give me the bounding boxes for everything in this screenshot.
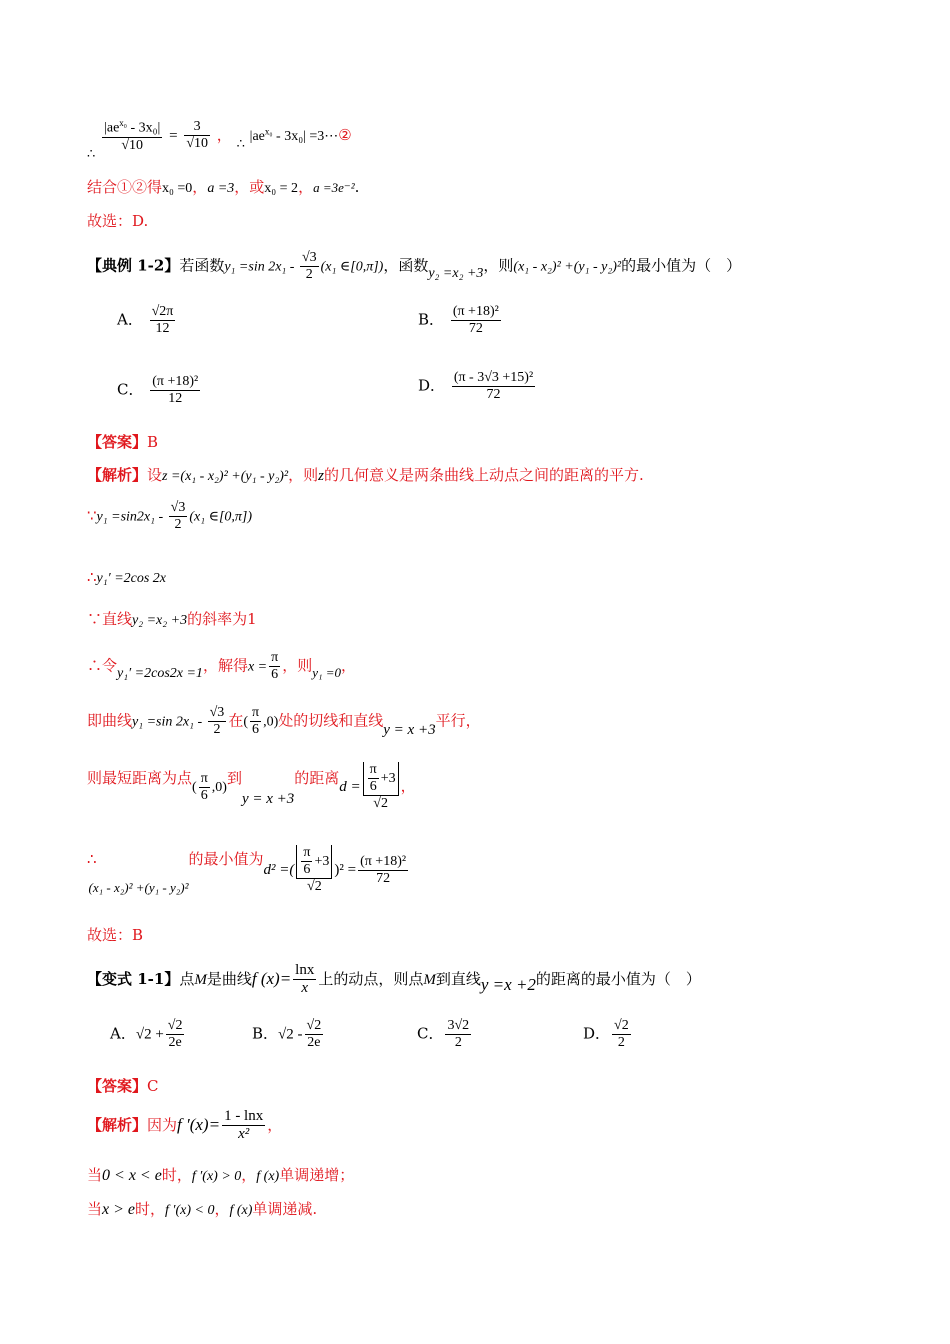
- sol-text-1: 设: [147, 466, 163, 484]
- solution-2-header: [87, 1108, 282, 1144]
- option-pre: √2 -: [278, 1026, 303, 1043]
- option-label: C．: [117, 380, 144, 399]
- answer-1: [87, 433, 158, 451]
- answer-value: C: [147, 1077, 159, 1095]
- d-eq: d =: [339, 779, 361, 796]
- option-label: B．: [252, 1024, 279, 1043]
- option-num: 3√2: [445, 1018, 471, 1035]
- v-num: lnx: [293, 962, 316, 980]
- option-num: √2: [305, 1018, 324, 1035]
- slope-text: 的斜率为1: [187, 610, 257, 628]
- option-num: √2π: [150, 304, 176, 321]
- option-num: (π +18)²: [451, 304, 501, 321]
- option-label: A．: [117, 310, 143, 329]
- fraction-lhs: [102, 118, 162, 154]
- d2-eq: d² =(: [263, 862, 295, 879]
- option-den: 72: [468, 321, 483, 337]
- sqrt3: √3: [208, 705, 227, 722]
- pt-l: (: [192, 780, 197, 796]
- fraction-rhs: [184, 119, 210, 152]
- x0-eq-0: x₀ =0: [162, 181, 193, 196]
- v-text-4: 到直线: [435, 969, 481, 988]
- because: ∵: [87, 506, 97, 525]
- solution-line-4: [87, 650, 356, 683]
- line-1: [87, 118, 352, 162]
- option-num: (π - 3√3 +15)²: [452, 370, 535, 387]
- time-text: 时，: [161, 1166, 192, 1184]
- v-M2: M: [423, 971, 436, 988]
- var-option-c: [417, 1018, 473, 1051]
- text-combine: 结合①②得: [87, 178, 163, 196]
- answer-tag: 【答案】: [87, 1077, 148, 1095]
- circled-2: ②: [338, 125, 352, 144]
- sol-z: z: [318, 468, 324, 484]
- equals: =: [169, 127, 178, 144]
- x-eq: x =: [247, 659, 268, 675]
- six: 6: [271, 667, 279, 683]
- option-frac: [150, 374, 200, 407]
- pi: π: [301, 845, 312, 862]
- sqrt3-frac: [169, 500, 188, 533]
- v-frac: [293, 962, 316, 998]
- lhs-num-rest: - 3x₀|: [126, 120, 161, 136]
- option-frac: [166, 1018, 185, 1051]
- abs-exp: x₀: [264, 126, 273, 137]
- therefore: ∴: [87, 568, 97, 586]
- rhs-num: 3: [184, 119, 210, 136]
- result-frac: [358, 854, 408, 887]
- option-den: 12: [155, 321, 170, 337]
- q-func-2: y₂ =x₂ +3: [428, 265, 484, 281]
- then-text: ，则: [282, 656, 313, 675]
- x0-eq-2: x₀ = 2: [264, 181, 299, 196]
- distance-frac: [363, 762, 399, 812]
- comma: ，: [267, 1115, 283, 1134]
- comma: ，: [341, 656, 357, 675]
- domain: (x₁ ∈[0,π]): [189, 509, 253, 525]
- sqrt3-frac: [208, 705, 227, 738]
- pi: π: [250, 705, 261, 722]
- option-frac: [612, 1018, 631, 1051]
- min-text: 的最小值为: [188, 850, 264, 869]
- var-option-b: [252, 1018, 325, 1051]
- sep3: ，: [298, 178, 314, 196]
- expr: (x₁ - x₂)² +(y₁ - y₂)²: [88, 880, 189, 896]
- pi-6-frac: [250, 705, 261, 738]
- v-M: M: [194, 971, 207, 988]
- q-sqrt3: √3: [300, 250, 319, 267]
- example-tag: 【典例 1-2】: [87, 256, 180, 275]
- v-text-3: 上的动点，则点: [318, 969, 424, 988]
- six: 6: [303, 862, 311, 878]
- lhs-den: √10: [121, 137, 144, 153]
- solution-line-1: [87, 500, 252, 533]
- derivative: y₁′ =2cos 2x: [96, 571, 167, 586]
- comma: ，: [216, 125, 232, 144]
- sep1: ，: [192, 178, 208, 196]
- option-c: [117, 374, 202, 407]
- option-b: [418, 304, 503, 337]
- when-text: 当: [87, 1166, 103, 1184]
- sol-func: f ′(x)=: [177, 1114, 221, 1134]
- v-text-5: 的距离的最小值为（ ）: [535, 969, 701, 988]
- sqrt3: √3: [169, 500, 188, 517]
- line-eq: y = x +3: [241, 791, 295, 808]
- v-text-1: 点: [179, 969, 195, 988]
- option-den: 2: [617, 1035, 625, 1051]
- sol-text-1: 因为: [147, 1115, 178, 1134]
- solution-line-2: [87, 568, 166, 588]
- six: 6: [252, 722, 260, 738]
- option-label: B．: [418, 310, 445, 329]
- rhs-den: √10: [186, 136, 209, 152]
- a-eq-3e: a =3e⁻²: [313, 180, 355, 195]
- solve-text: ，解得: [202, 656, 248, 675]
- line-eq: y₂ =x₂ +3: [132, 613, 188, 628]
- f-x: f (x): [256, 1169, 280, 1184]
- when-text: 当: [87, 1200, 103, 1218]
- sol-num: 1 - lnx: [222, 1108, 265, 1126]
- abs-expr: |ae: [249, 128, 265, 144]
- line-3: 故选：D.: [87, 212, 149, 230]
- option-frac: [445, 1018, 471, 1051]
- solution-line-5: [87, 705, 481, 738]
- option-frac: [305, 1018, 324, 1051]
- v-line: y =x +2: [480, 974, 536, 994]
- answer-value: B: [147, 433, 159, 451]
- plus-3: +3: [380, 770, 396, 786]
- abs-expression: [249, 126, 339, 144]
- squared-eq: )² =: [334, 862, 357, 879]
- answer-tag: 【答案】: [87, 433, 148, 451]
- because-line: ∵直线: [87, 610, 133, 628]
- shortest-text: 则最短距离为点: [87, 769, 193, 788]
- solution-tag: 【解析】: [87, 1115, 148, 1134]
- variation-tag: 【变式 1-1】: [87, 969, 180, 988]
- curve-text: 即曲线: [87, 711, 133, 730]
- two: 2: [174, 517, 182, 533]
- option-label: D．: [418, 376, 446, 395]
- pt-r: ,0): [211, 780, 227, 796]
- pt-l: (: [243, 714, 248, 730]
- q-two: 2: [305, 267, 313, 283]
- option-den: 2: [454, 1035, 462, 1051]
- var-option-a: [110, 1018, 186, 1051]
- sol-expr: z =(x₁ - x₂)² +(y₁ - y₂)²: [162, 469, 289, 484]
- option-a: [117, 304, 177, 337]
- pi: π: [269, 650, 280, 667]
- example-1-2: [87, 250, 741, 283]
- q-text-2: ，函数: [383, 256, 429, 275]
- v-func: f (x)=: [251, 968, 292, 988]
- sep2: ，或: [234, 178, 265, 196]
- period: .: [354, 178, 360, 196]
- q-func-1: y₁ =sin 2x₁ -: [224, 259, 298, 275]
- solution-1-header: [87, 466, 644, 486]
- comma: ，: [400, 777, 416, 796]
- comma: ，: [241, 1166, 257, 1184]
- q-sqrt3-frac: [300, 250, 319, 283]
- sqrt2: √2: [373, 796, 388, 812]
- f-x: f (x): [229, 1203, 253, 1218]
- solution-line-6: [87, 762, 416, 812]
- deriv-neg: f ′(x) < 0: [165, 1203, 215, 1218]
- abs-rest: - 3x₀| =3⋯: [272, 128, 339, 144]
- therefore-symbol: ∴: [87, 146, 96, 162]
- deriv-eq: y₁′ =2cos2x =1: [117, 665, 203, 681]
- sol-text-3: 的几何意义是两条曲线上动点之间的距离的平方.: [323, 466, 644, 484]
- comma: ，: [214, 1200, 230, 1218]
- option-den: 72: [486, 387, 501, 403]
- tangent-text: 处的切线和直线: [278, 711, 384, 730]
- option-frac: [452, 370, 535, 403]
- let-text: ∴令: [87, 656, 118, 675]
- lhs-num: |ae: [104, 120, 120, 136]
- line-2: [87, 178, 359, 198]
- option-num: (π +18)²: [150, 374, 200, 391]
- lhs-exp: x₀: [119, 118, 127, 128]
- option-num: √2: [612, 1018, 631, 1035]
- cond: 0 < x < e: [102, 1167, 162, 1184]
- at-text: 在: [228, 711, 244, 730]
- solution-2-line-1: [87, 1166, 354, 1186]
- six: 6: [200, 787, 208, 803]
- q-func-3: (x₁ - x₂)² +(y₁ - y₂)²: [513, 259, 622, 275]
- pi-6-inner: [368, 762, 379, 795]
- var-option-d: [583, 1018, 633, 1051]
- pt-r: ,0): [263, 714, 279, 730]
- option-frac: [451, 304, 501, 337]
- solution-tag: 【解析】: [87, 466, 148, 484]
- y-eq-0: y₁ =0: [312, 664, 342, 680]
- solution-line-8: 故选：B: [87, 926, 144, 944]
- sqrt2: √2: [307, 879, 322, 895]
- option-pre: √2 +: [135, 1026, 164, 1043]
- result-num: (π +18)²: [358, 854, 408, 871]
- q-text-3: ，则: [483, 256, 514, 275]
- option-num: √2: [166, 1018, 185, 1035]
- sol-den: x²: [238, 1126, 250, 1143]
- to-text: 到: [226, 769, 242, 788]
- six: 6: [369, 779, 377, 795]
- increase-text: 单调递增；: [279, 1166, 355, 1184]
- result-den: 72: [376, 870, 391, 886]
- two: 2: [213, 722, 221, 738]
- v-text-2: 是曲线: [206, 969, 252, 988]
- curve-func: y₁ =sin 2x₁ -: [132, 714, 206, 730]
- v-den: x: [301, 980, 309, 997]
- solution-line-7: [87, 845, 410, 895]
- option-label: C．: [417, 1024, 444, 1043]
- sol-frac: [222, 1108, 265, 1144]
- pi-6-frac: [199, 771, 210, 804]
- solution-2-line-2: [87, 1200, 317, 1220]
- pi: π: [199, 771, 210, 788]
- option-label: A．: [110, 1024, 136, 1043]
- therefore: ∴: [87, 850, 97, 869]
- parallel-text: 平行，: [435, 711, 481, 730]
- cond: x > e: [102, 1201, 136, 1218]
- option-den: 2e: [168, 1035, 182, 1051]
- q-func-domain: (x₁ ∈[0,π]): [320, 259, 384, 275]
- variation-1-1: [87, 962, 701, 998]
- solution-line-3: [87, 610, 257, 630]
- q-text-1: 若函数: [179, 256, 225, 275]
- q-text-4: 的最小值为（ ）: [621, 256, 742, 275]
- option-den: 12: [168, 391, 183, 407]
- deriv-pos: f ′(x) > 0: [191, 1169, 242, 1184]
- option-frac: [150, 304, 176, 337]
- therefore-symbol-2: ∴: [236, 136, 245, 152]
- plus-3: +3: [314, 853, 330, 869]
- pi-6-inner: [301, 845, 312, 878]
- answer-2: [87, 1077, 159, 1095]
- func: y₁ =sin2x₁ -: [96, 509, 167, 525]
- pi: π: [368, 762, 379, 779]
- a-eq-3: a =3: [207, 181, 235, 196]
- option-label: D．: [583, 1024, 611, 1043]
- pi-6-frac: [269, 650, 280, 683]
- option-d: [418, 370, 537, 403]
- decrease-text: 单调递减.: [252, 1200, 318, 1218]
- option-den: 2e: [307, 1035, 321, 1051]
- time-text: 时，: [135, 1200, 166, 1218]
- sol-text-2: ，则: [288, 466, 319, 484]
- distance-text: 的距离: [294, 769, 340, 788]
- distance-frac: [296, 845, 332, 895]
- line-eq: y = x +3: [383, 721, 436, 738]
